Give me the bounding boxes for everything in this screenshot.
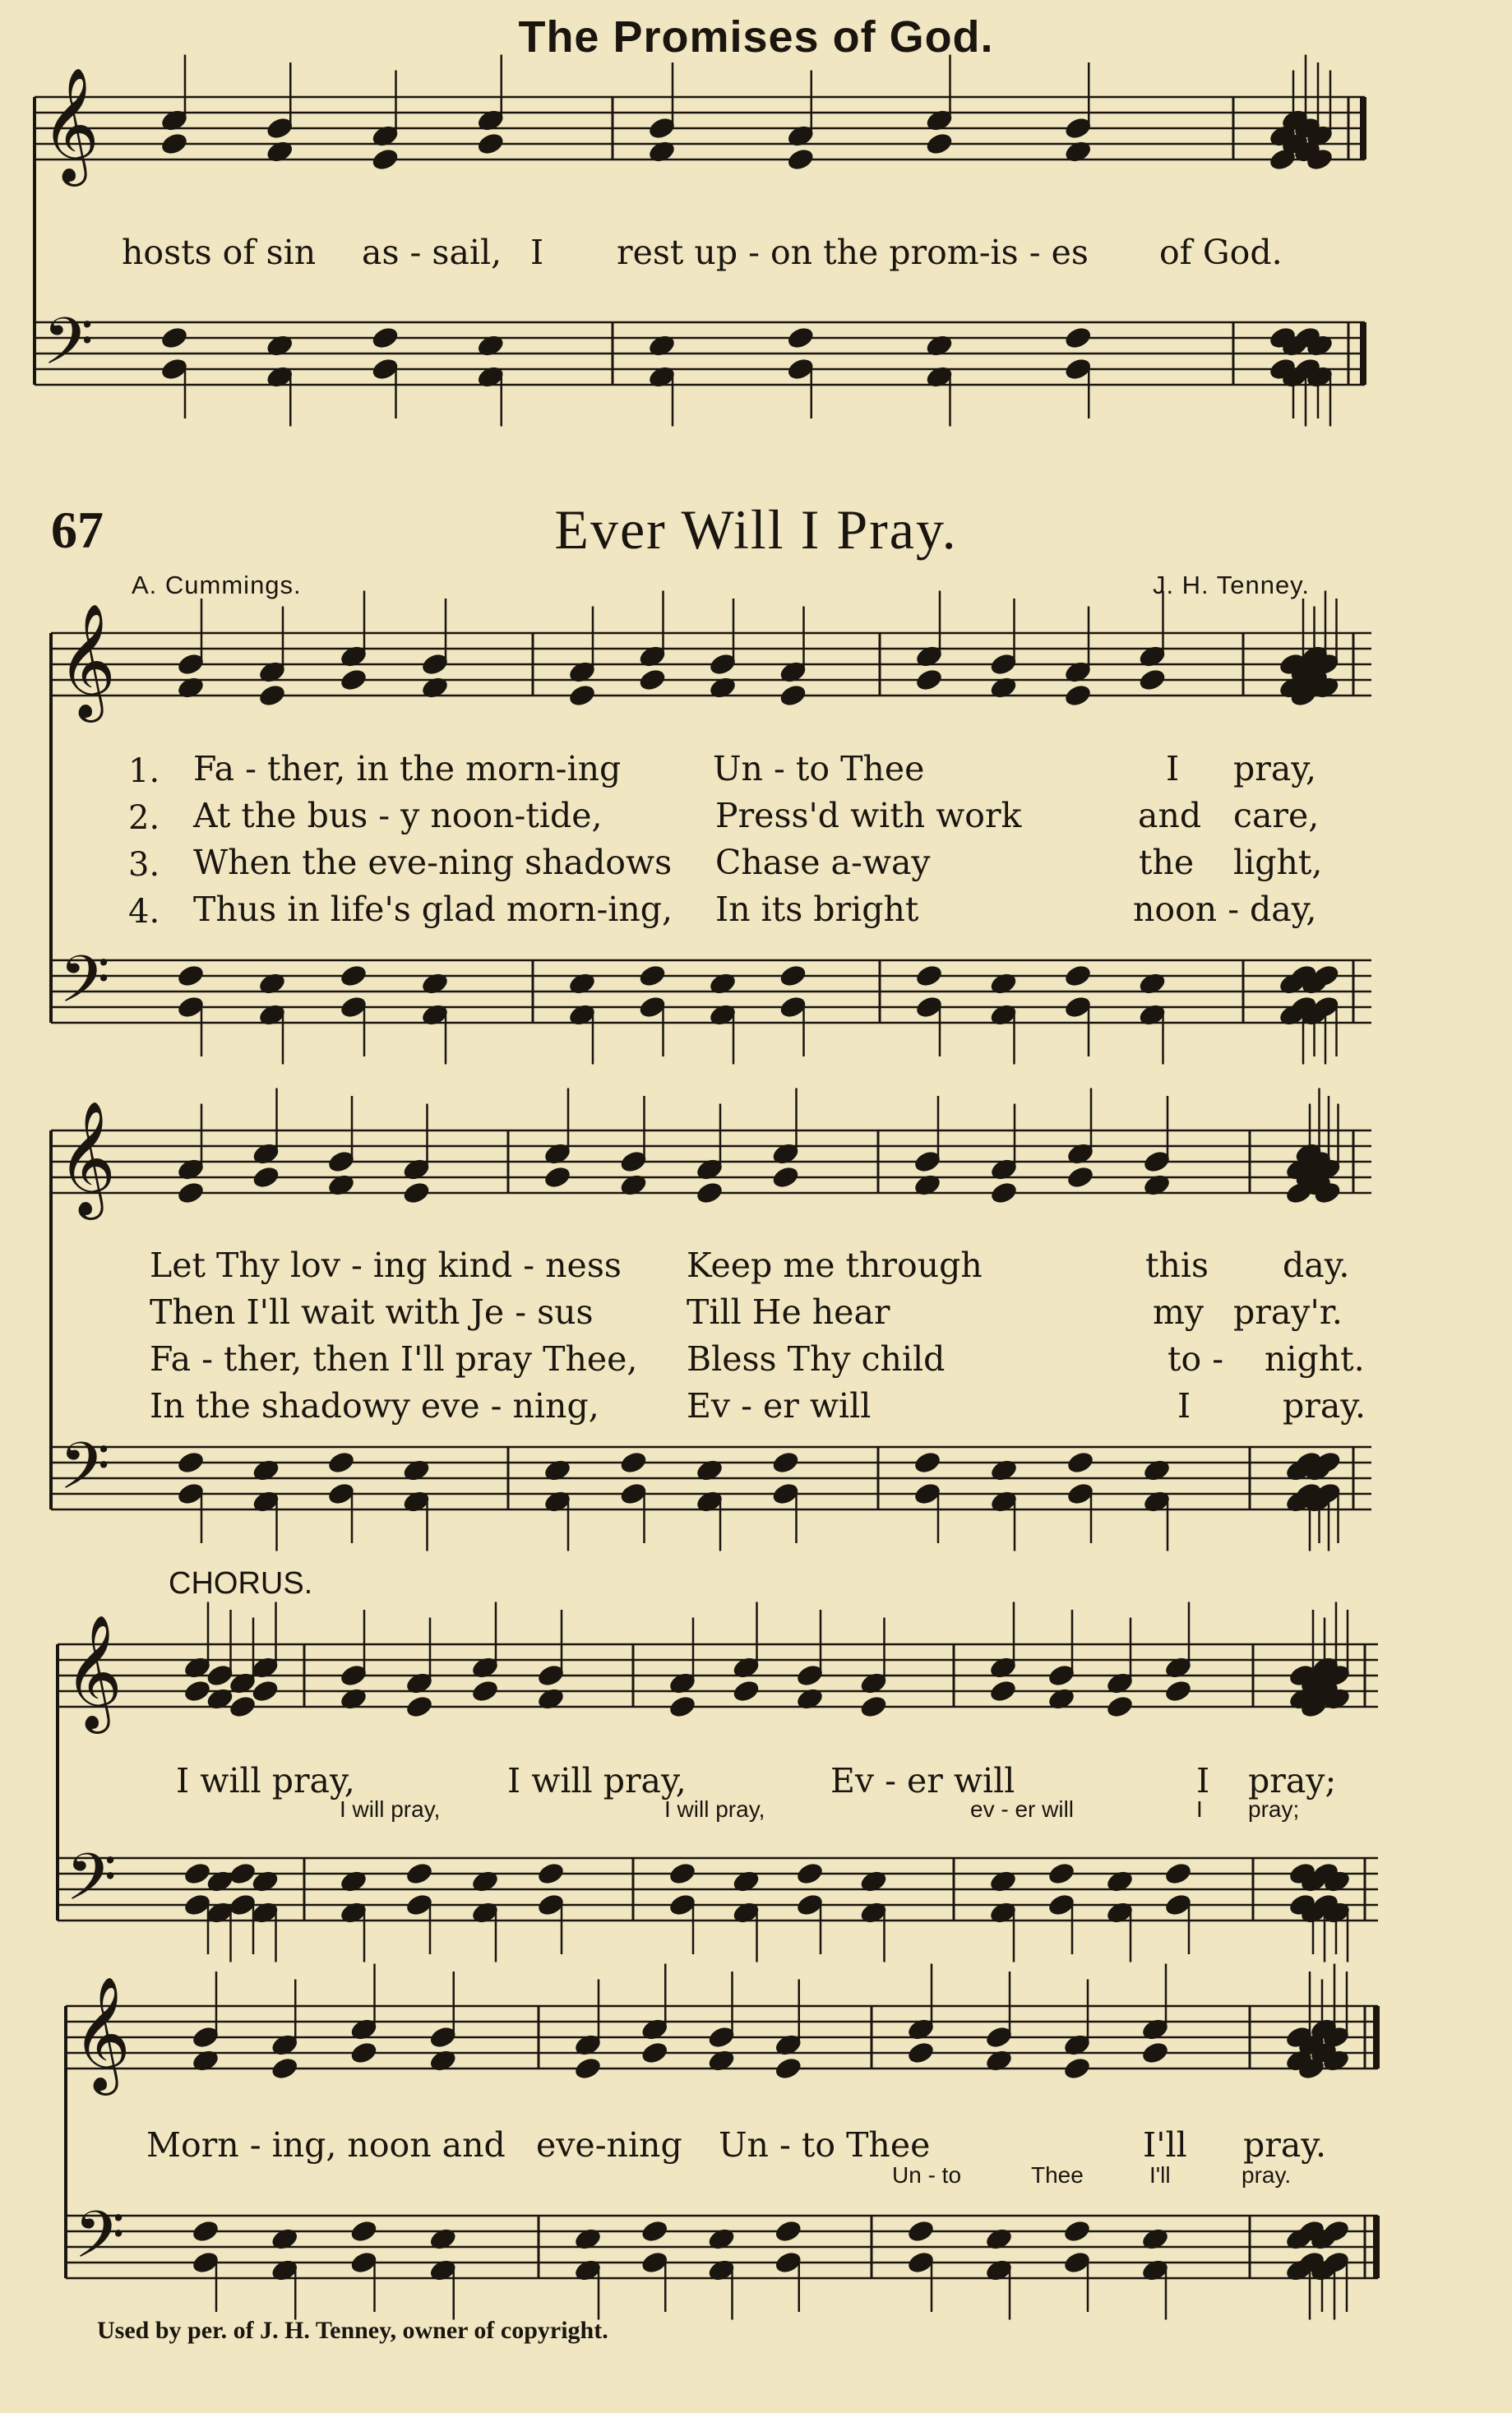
author-credit: A. Cummings. bbox=[132, 571, 302, 599]
bass-lyric: pray; bbox=[1248, 1796, 1300, 1822]
note-head bbox=[191, 2219, 220, 2244]
note-head bbox=[567, 683, 597, 709]
note-head bbox=[176, 1450, 206, 1476]
lyric-phrase: Morn - ing, noon and bbox=[146, 2125, 506, 2165]
note-head bbox=[786, 147, 816, 173]
note-head bbox=[420, 971, 450, 996]
note-head bbox=[1047, 1686, 1076, 1712]
note-head bbox=[913, 1172, 942, 1198]
final-barline bbox=[1360, 97, 1366, 159]
note-head bbox=[906, 2041, 936, 2066]
verse-number: 3. bbox=[128, 846, 160, 884]
lyric-phrase: I'll bbox=[1143, 2125, 1187, 2165]
note-head bbox=[265, 139, 294, 164]
note-head bbox=[543, 1165, 572, 1190]
note-head bbox=[228, 1694, 257, 1720]
lyric-phrase: day. bbox=[1283, 1246, 1350, 1285]
treble-clef-icon: 𝄞 bbox=[72, 1976, 131, 2091]
note-head bbox=[1142, 1458, 1172, 1483]
lyric-phrase: my bbox=[1153, 1292, 1205, 1332]
note-head bbox=[786, 326, 816, 351]
note-head bbox=[176, 675, 206, 700]
copyright-notice: Used by per. of J. H. Tenney, owner of copyright. bbox=[97, 2317, 608, 2344]
lyric-phrase: Let Thy lov - ing kind - ness bbox=[150, 1246, 622, 1285]
treble-clef-icon: 𝄞 bbox=[64, 1615, 123, 1729]
note-head bbox=[619, 1450, 649, 1476]
lyric-phrase: When the eve-ning shadows bbox=[193, 843, 673, 882]
note-head bbox=[326, 1172, 356, 1198]
lyric-phrase: In its bright bbox=[715, 890, 919, 929]
lyric-phrase: Fa - ther, then I'll pray Thee, bbox=[150, 1339, 638, 1379]
note-head bbox=[252, 1165, 281, 1190]
lyric-syllable: rest up - on the prom-is - es bbox=[617, 233, 1089, 272]
note-head bbox=[647, 139, 677, 164]
note-head bbox=[913, 1450, 942, 1476]
bass-clef-icon: 𝄢 bbox=[74, 2197, 125, 2289]
note-head bbox=[257, 683, 287, 709]
note-head bbox=[405, 1694, 434, 1720]
note-head bbox=[914, 668, 944, 693]
lyric-phrase: pray; bbox=[1248, 1761, 1337, 1801]
lyric-phrase: Un - to Thee bbox=[719, 2125, 931, 2165]
note-head bbox=[779, 683, 808, 709]
verse-number: 2. bbox=[128, 799, 160, 837]
note-head bbox=[206, 1869, 235, 1894]
lyric-phrase: Ev - er will bbox=[687, 1386, 872, 1426]
lyric-phrase: light, bbox=[1233, 843, 1323, 882]
lyric-phrase: I will pray, bbox=[176, 1761, 355, 1801]
note-head bbox=[176, 1181, 206, 1206]
bass-lyric: Un - to bbox=[892, 2162, 962, 2188]
note-head bbox=[339, 668, 368, 693]
note-head bbox=[176, 964, 206, 989]
note-head bbox=[573, 2056, 603, 2082]
note-head bbox=[795, 1686, 825, 1712]
note-head bbox=[270, 2056, 299, 2082]
lyric-syllable: hosts of sin bbox=[122, 233, 317, 272]
lyric-phrase: Fa - ther, in the morn-ing bbox=[193, 749, 622, 788]
composer-credit: J. H. Tenney. bbox=[1152, 571, 1310, 599]
lyric-phrase: and bbox=[1138, 796, 1202, 835]
note-head bbox=[989, 971, 1019, 996]
note-head bbox=[708, 971, 738, 996]
hymn-number: 67 bbox=[51, 501, 104, 559]
note-head bbox=[228, 1861, 257, 1887]
note-head bbox=[339, 1869, 368, 1894]
lyric-phrase: pray, bbox=[1233, 749, 1317, 788]
lyric-phrase: pray'r. bbox=[1233, 1292, 1343, 1332]
chorus-label: CHORUS. bbox=[169, 1566, 313, 1601]
lyric-phrase: care, bbox=[1233, 796, 1320, 835]
note-head bbox=[1047, 1861, 1076, 1887]
lyric-phrase: Press'd with work bbox=[715, 796, 1022, 835]
note-head bbox=[470, 1869, 500, 1894]
note-head bbox=[428, 2048, 458, 2073]
lyric-phrase: I will pray, bbox=[507, 1761, 687, 1801]
note-head bbox=[640, 2219, 669, 2244]
note-head bbox=[1105, 1694, 1135, 1720]
note-head bbox=[1066, 1165, 1095, 1190]
lyric-syllable: of God. bbox=[1159, 233, 1283, 272]
note-head bbox=[914, 964, 944, 989]
lyric-phrase: Then I'll wait with Je - sus bbox=[150, 1292, 594, 1332]
bass-lyric: I will pray, bbox=[664, 1796, 765, 1822]
note-head bbox=[668, 1861, 697, 1887]
note-head bbox=[251, 1679, 280, 1704]
note-head bbox=[402, 1181, 432, 1206]
lyric-phrase: Till He hear bbox=[687, 1292, 890, 1332]
note-head bbox=[984, 2226, 1014, 2252]
lyric-phrase: to - bbox=[1168, 1339, 1224, 1379]
note-head bbox=[1138, 971, 1168, 996]
lyric-syllable: as - sail, bbox=[362, 233, 502, 272]
note-head bbox=[779, 964, 808, 989]
note-head bbox=[989, 1181, 1019, 1206]
note-head bbox=[925, 132, 955, 157]
note-head bbox=[1138, 668, 1168, 693]
note-head bbox=[925, 333, 955, 358]
lyric-phrase: night. bbox=[1265, 1339, 1365, 1379]
note-head bbox=[1140, 2226, 1170, 2252]
note-head bbox=[1063, 326, 1093, 351]
bass-clef-icon: 𝄢 bbox=[59, 941, 110, 1033]
note-head bbox=[695, 1181, 724, 1206]
note-head bbox=[1163, 1861, 1193, 1887]
note-head bbox=[326, 1450, 356, 1476]
note-head bbox=[707, 2048, 737, 2073]
note-head bbox=[183, 1861, 212, 1887]
note-head bbox=[251, 1869, 280, 1894]
note-head bbox=[984, 2048, 1014, 2073]
note-head bbox=[371, 326, 400, 351]
note-head bbox=[647, 333, 677, 358]
verse-number: 4. bbox=[128, 893, 160, 931]
note-head bbox=[1142, 1172, 1172, 1198]
note-head bbox=[795, 1861, 825, 1887]
final-barline bbox=[1373, 2006, 1380, 2069]
lyric-phrase: In the shadowy eve - ning, bbox=[150, 1386, 599, 1426]
note-head bbox=[638, 668, 668, 693]
note-head bbox=[402, 1458, 432, 1483]
lyric-phrase: I bbox=[1166, 749, 1180, 788]
note-head bbox=[405, 1861, 434, 1887]
bass-lyric: I'll bbox=[1149, 2162, 1171, 2188]
lyric-phrase: day, bbox=[1250, 890, 1317, 929]
note-head bbox=[183, 1679, 212, 1704]
lyric-syllable: I bbox=[530, 233, 544, 272]
treble-clef-icon: 𝄞 bbox=[58, 1101, 116, 1215]
note-head bbox=[638, 964, 668, 989]
note-head bbox=[349, 2041, 379, 2066]
final-barline bbox=[1360, 322, 1366, 385]
note-head bbox=[989, 1458, 1019, 1483]
note-head bbox=[160, 326, 189, 351]
bass-clef-icon: 𝄢 bbox=[59, 1428, 110, 1520]
note-head bbox=[160, 132, 189, 157]
note-head bbox=[476, 333, 506, 358]
bass-lyric: I bbox=[1196, 1796, 1203, 1822]
bass-clef-icon: 𝄢 bbox=[66, 1839, 117, 1931]
lyric-phrase: At the bus - y noon-tide, bbox=[193, 796, 603, 835]
bass-lyric: Thee bbox=[1031, 2162, 1084, 2188]
note-head bbox=[906, 2219, 936, 2244]
note-head bbox=[1063, 139, 1093, 164]
lyric-phrase: eve-ning bbox=[536, 2125, 682, 2165]
note-head bbox=[573, 2226, 603, 2252]
note-head bbox=[771, 1450, 801, 1476]
final-barline bbox=[1373, 2216, 1380, 2278]
note-head bbox=[774, 2219, 803, 2244]
bass-clef-icon: 𝄢 bbox=[43, 303, 94, 395]
note-head bbox=[988, 1679, 1018, 1704]
note-head bbox=[708, 675, 738, 700]
note-head bbox=[859, 1694, 889, 1720]
note-head bbox=[695, 1458, 724, 1483]
note-head bbox=[1140, 2041, 1170, 2066]
note-head bbox=[206, 1686, 235, 1712]
note-head bbox=[1062, 2219, 1092, 2244]
lyric-phrase: I bbox=[1196, 1761, 1210, 1801]
note-head bbox=[470, 1679, 500, 1704]
note-head bbox=[476, 132, 506, 157]
note-head bbox=[1066, 1450, 1095, 1476]
note-head bbox=[252, 1458, 281, 1483]
verse-number: 1. bbox=[128, 752, 160, 790]
lyric-phrase: I bbox=[1177, 1386, 1191, 1426]
note-head bbox=[339, 1686, 368, 1712]
note-head bbox=[270, 2226, 299, 2252]
lyric-phrase: Chase a-way bbox=[715, 843, 931, 882]
note-head bbox=[988, 1869, 1018, 1894]
note-head bbox=[707, 2226, 737, 2252]
note-head bbox=[771, 1165, 801, 1190]
note-head bbox=[265, 333, 294, 358]
lyric-phrase: Bless Thy child bbox=[687, 1339, 946, 1379]
treble-clef-icon: 𝄞 bbox=[58, 603, 116, 718]
note-head bbox=[774, 2056, 803, 2082]
bass-lyric: pray. bbox=[1242, 2162, 1292, 2188]
note-head bbox=[668, 1694, 697, 1720]
treble-clef-icon: 𝄞 bbox=[41, 67, 99, 182]
note-head bbox=[543, 1458, 572, 1483]
note-head bbox=[371, 147, 400, 173]
note-head bbox=[191, 2048, 220, 2073]
note-head bbox=[1062, 2056, 1092, 2082]
lyric-phrase: this bbox=[1145, 1246, 1209, 1285]
note-head bbox=[567, 971, 597, 996]
note-head bbox=[1163, 1679, 1193, 1704]
note-head bbox=[349, 2219, 379, 2244]
lyric-phrase: Thus in life's glad morn-ing, bbox=[193, 890, 673, 929]
lyric-phrase: noon - bbox=[1133, 890, 1240, 929]
note-head bbox=[536, 1686, 566, 1712]
lyric-phrase: Un - to Thee bbox=[713, 749, 925, 788]
lyric-phrase: pray. bbox=[1283, 1386, 1366, 1426]
note-head bbox=[732, 1679, 761, 1704]
note-head bbox=[420, 675, 450, 700]
hymn-title: Ever Will I Pray. bbox=[554, 498, 958, 561]
previous-hymn-title: The Promises of God. bbox=[518, 12, 994, 62]
note-head bbox=[732, 1869, 761, 1894]
bass-lyric: ev - er will bbox=[970, 1796, 1075, 1822]
note-head bbox=[640, 2041, 669, 2066]
lyric-phrase: Ev - er will bbox=[830, 1761, 1015, 1801]
note-head bbox=[536, 1861, 566, 1887]
note-head bbox=[1063, 683, 1093, 709]
note-head bbox=[989, 675, 1019, 700]
lyric-phrase: the bbox=[1139, 843, 1195, 882]
note-head bbox=[1105, 1869, 1135, 1894]
note-head bbox=[428, 2226, 458, 2252]
lyric-phrase: Keep me through bbox=[687, 1246, 983, 1285]
note-head bbox=[619, 1172, 649, 1198]
lyric-phrase: pray. bbox=[1243, 2125, 1327, 2165]
note-head bbox=[859, 1869, 889, 1894]
bass-lyric: I will pray, bbox=[340, 1796, 441, 1822]
note-head bbox=[339, 964, 368, 989]
note-head bbox=[257, 971, 287, 996]
note-head bbox=[1063, 964, 1093, 989]
